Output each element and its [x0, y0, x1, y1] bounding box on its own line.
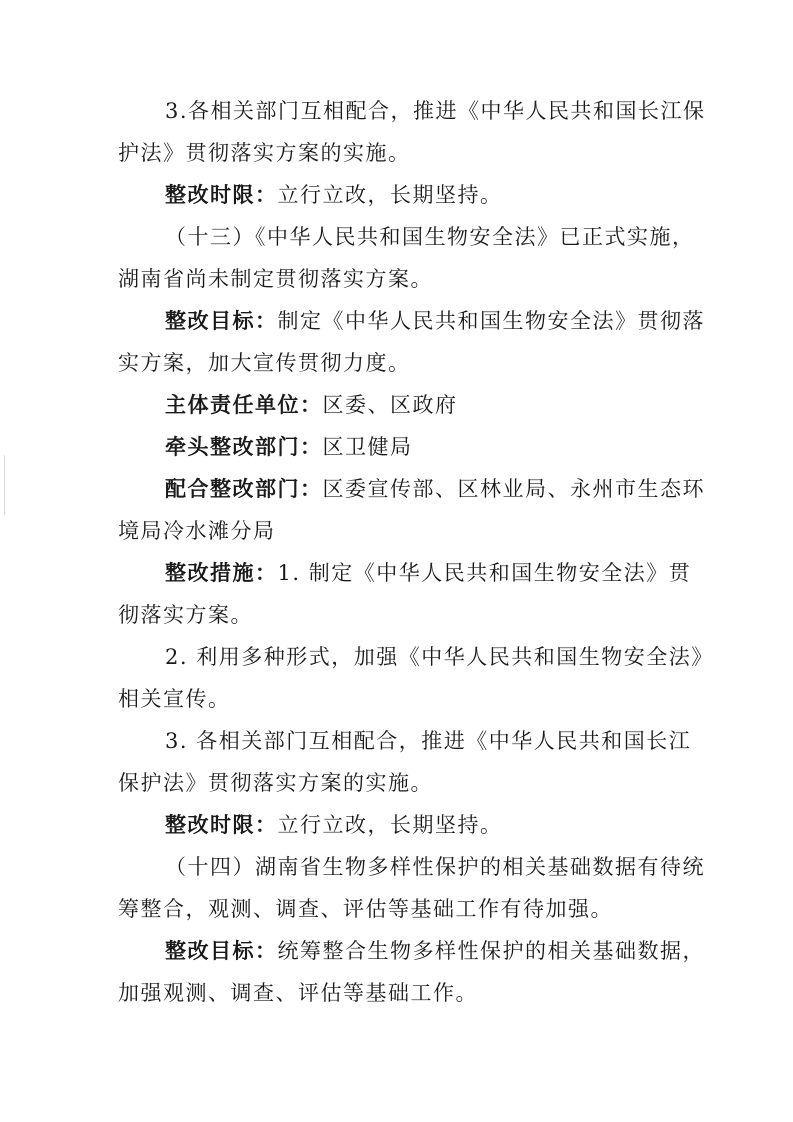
paragraph-line: 加强观测、调查、评估等基础工作。 [118, 981, 478, 1005]
cooperating-departments-text: 区委宣传部、区林业局、永州市生态环 [322, 477, 705, 501]
paragraph-line [118, 935, 705, 967]
measures-label: 整改措施： [165, 561, 278, 585]
paragraph-deadline [118, 179, 688, 211]
paragraph-measure-3 [118, 725, 692, 799]
paragraph-line: 相关宣传。 [118, 687, 231, 711]
target-text: 制定《中华人民共和国生物安全法》贯彻落 [277, 309, 705, 333]
paragraph-responsible-unit [118, 389, 688, 421]
paragraph-measures [118, 557, 692, 631]
paragraph-target-2 [118, 935, 705, 1009]
document-body [118, 95, 714, 1009]
paragraph-line: 湖南省尚未制定贯彻落实方案。 [118, 267, 433, 291]
deadline-label: 整改时限： [165, 813, 278, 837]
deadline-text: 立行立改，长期坚持。 [277, 183, 503, 207]
deadline-text: 立行立改，长期坚持。 [277, 813, 503, 837]
paragraph-cooperating-departments [118, 473, 705, 547]
paragraph-target [118, 305, 705, 379]
paragraph-measure-2 [118, 641, 714, 715]
deadline-label: 整改时限： [165, 183, 278, 207]
responsible-unit-label: 主体责任单位： [165, 393, 323, 417]
responsible-unit-text: 区委、区政府 [322, 393, 458, 417]
paragraph-line: 实方案，加大宣传贯彻力度。 [118, 351, 411, 375]
paragraph-line [118, 473, 705, 505]
paragraph-lead-department [118, 431, 688, 463]
cooperating-departments-label: 配合整改部门： [165, 477, 323, 501]
lead-department-label: 牵头整改部门： [165, 435, 323, 459]
paragraph-line [118, 557, 692, 589]
paragraph-line: 筹整合，观测、调查、评估等基础工作有待加强。 [118, 897, 613, 921]
scan-edge-mark [4, 455, 5, 515]
paragraph-line: 护法》贯彻落实方案的实施。 [118, 141, 411, 165]
paragraph-line: （十四）湖南省生物多样性保护的相关基础数据有待统 [165, 855, 705, 879]
paragraph-line: 3. 各相关部门互相配合，推进《中华人民共和国长江 [165, 729, 692, 753]
paragraph-line: 3.各相关部门互相配合，推进《中华人民共和国长江保 [165, 99, 706, 123]
measures-text: 1. 制定《中华人民共和国生物安全法》贯 [277, 561, 692, 585]
target-label: 整改目标： [165, 939, 278, 963]
paragraph-line: （十三）《中华人民共和国生物安全法》已正式实施， [165, 225, 695, 249]
paragraph-issue-14 [118, 851, 705, 925]
target-text: 统筹整合生物多样性保护的相关基础数据， [277, 939, 705, 963]
target-label: 整改目标： [165, 309, 278, 333]
lead-department-text: 区卫健局 [322, 435, 413, 459]
paragraph-issue-13 [118, 221, 695, 295]
paragraph-line: 彻落实方案。 [118, 603, 253, 627]
paragraph-cooperation-yangtze [118, 95, 706, 169]
paragraph-line: 2. 利用多种形式，加强《中华人民共和国生物安全法》 [165, 645, 714, 669]
paragraph-line: 境局冷水滩分局 [118, 519, 276, 543]
paragraph-line: 保护法》贯彻落实方案的实施。 [118, 771, 433, 795]
paragraph-deadline-2 [118, 809, 688, 841]
paragraph-line [118, 305, 705, 337]
